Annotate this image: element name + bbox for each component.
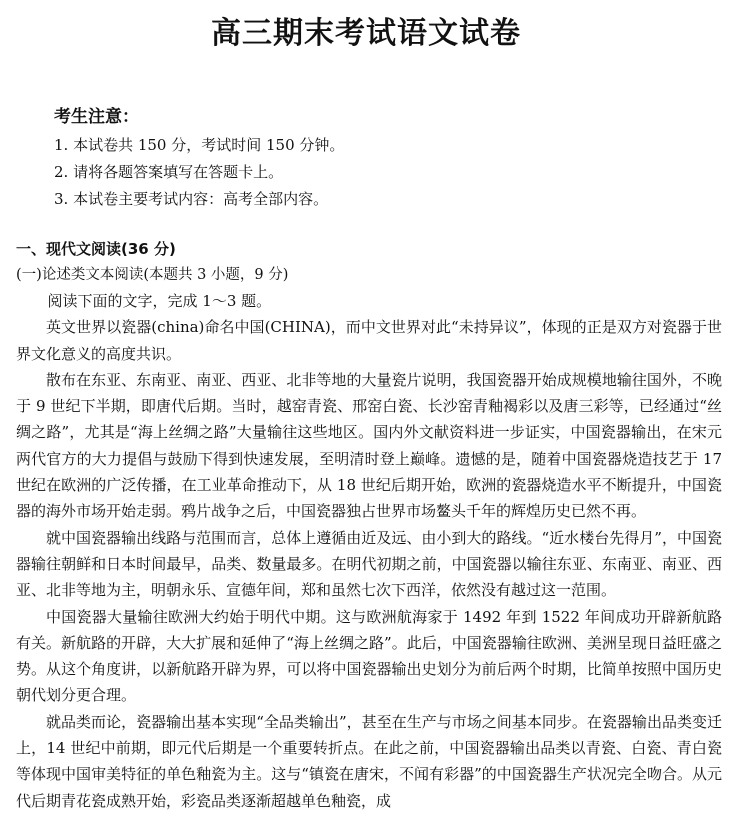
notice-item-1: 1. 本试卷共 150 分，考试时间 150 分钟。: [54, 136, 345, 154]
passage-paragraph-1: 英文世界以瓷器(china)命名中国(CHINA)，而中文世界对此“未持异议”，体现的正是双方对瓷器于世界文化意义的高度共识。: [16, 318, 722, 363]
reading-instruction: 阅读下面的文字，完成 1～3 题。: [47, 292, 272, 310]
passage-paragraph-4: 中国瓷器大量输往欧洲大约始于明代中期。这与欧洲航海家于 1492 年到 1522 年间成功开辟新航路有关。新航路的开辟，大大扩展和延伸了“海上丝绸之路”。此后，中国瓷器输往欧洲、美洲呈现日益旺盛之势。从这个角度讲，以新航路开辟为界，可以将中国瓷器输出史划分为前后两个时期，比简单按照中国历史朝代划分更合理。: [16, 607, 722, 705]
exam-notice: [54, 104, 694, 213]
reading-section: [16, 236, 722, 814]
section-heading: 一、现代文阅读(36 分): [16, 240, 176, 258]
page-title: 高三期末考试语文试卷: [211, 16, 521, 51]
notice-heading: 考生注意：: [54, 107, 139, 127]
notice-item-2: 2. 请将各题答案填写在答题卡上。: [54, 163, 284, 181]
passage-paragraph-2: 散布在东亚、东南亚、南亚、西亚、北非等地的大量瓷片说明，我国瓷器开始成规模地输往国外，不晚于 9 世纪下半期，即唐代后期。当时，越窑青瓷、邢窑白瓷、长沙窑青釉褐彩以及唐三彩等，已经通过“丝绸之路”，尤其是“海上丝绸之路”大量输往这些地区。国内外文献资料进一步证实，中国瓷器输出，在宋元两代官方的大力提倡与鼓励下得到快速发展，至明清时登上巅峰。遗憾的是，随着中国瓷器烧造技艺于 17 世纪在欧洲的广泛传播，在工业革命推动下，从 18 世纪后期开始，欧洲的瓷器烧造水平不断提升，中国瓷器的海外市场开始走弱。鸦片战争之后，中国瓷器独占世界市场鳌头千年的辉煌历史已然不再。: [16, 370, 722, 521]
passage-paragraph-5: 就品类而论，瓷器输出基本实现“全品类输出”，甚至在生产与市场之间基本同步。在瓷器输出品类变迁上，14 世纪中前期，即元代后期是一个重要转折点。在此之前，中国瓷器输出品类以青瓷、白瓷、青白瓷等体现中国审美特征的单色釉瓷为主。这与“镇瓷在唐宋，不闻有彩器”的中国瓷器生产状况完全吻合。从元代后期青花瓷成熟开始，彩瓷品类逐渐超越单色釉瓷，成: [16, 712, 722, 810]
passage-paragraph-3: 就中国瓷器输出线路与范围而言，总体上遵循由近及远、由小到大的路线。“近水楼台先得月”，中国瓷器输往朝鲜和日本时间最早，品类、数量最多。在明代初期之前，中国瓷器以输往东亚、东南亚、南亚、西亚、北非等地为主，明朝永乐、宣德年间，郑和虽然七次下西洋，依然没有越过这一范围。: [16, 528, 722, 600]
subsection-heading: (一)论述类文本阅读(本题共 3 小题，9 分): [16, 267, 289, 283]
notice-item-3: 3. 本试卷主要考试内容：高考全部内容。: [54, 190, 329, 208]
